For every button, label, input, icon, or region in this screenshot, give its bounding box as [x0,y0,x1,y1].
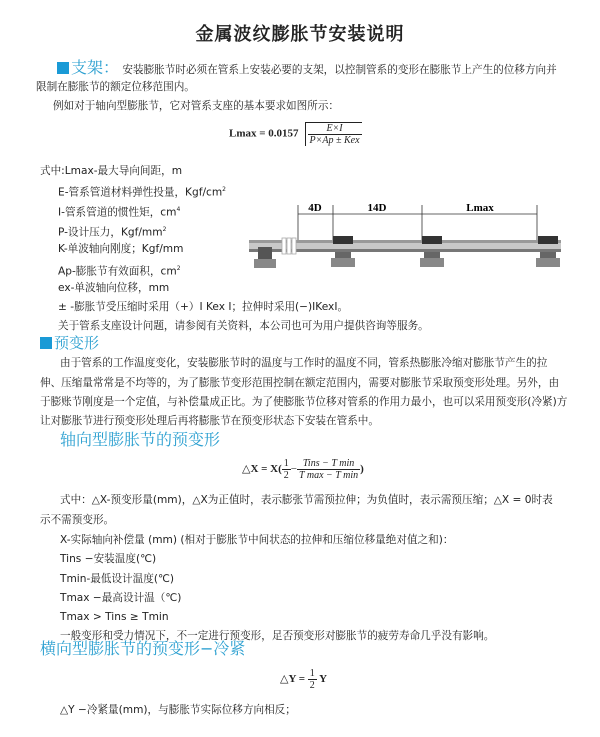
page-title: 金属波纹膨胀节安装说明 [195,24,405,45]
legend-line: ± -膨胀节受压缩时采用（+）I Kex I；拉伸时采用(−)IKexI。 [58,301,349,313]
support-heading: 支架： [57,58,119,77]
axial-text: Tins −安装温度(℃) [60,553,157,565]
legend-line: E-管系管道材料弹性投量，Kgf/$cm^2$ [58,186,226,199]
lateral-heading: 横向型膨胀节的预变形−冷紧 [40,639,246,658]
legend-line: ex-单波轴向位移，mm [58,282,170,294]
axial-text: Tmin-最低设计温度(℃) [60,573,174,585]
predeform-text: 伸、压缩量常常是不均等的，为了膨胀节变形范围控制在额定范围内，需要对膨胀节采取预变形处理。另外，由 [40,377,560,389]
predeform-text: 由于管系的工作温度变化，安装膨胀节时的温度与工作时的温度不同，管系热膨胀冷缩对膨胀节产生的拉 [60,357,548,369]
dim-label-lmax: Lmax [466,202,494,214]
legend-line: K-单波轴向刚度；Kgf/mm [58,243,184,255]
axial-text: X-实际轴向补偿量 (mm) (相对于膨胀节中间状态的拉伸和压缩位移量绝对值之和)： [60,534,454,546]
predeform-text: 于膨账节刚度是一个定值，与补偿量成正比。为了使膨胀节位移对管系的作用力最小，也可以采用预变形(冷紧)方 [40,396,568,408]
delta-y-formula: △Y = $\frac{1}{2}$ Y [280,668,328,691]
predeform-heading: 预变形 [40,334,99,352]
legend-line: Ap-膨胀节有效面积，$cm^2$ [58,265,181,278]
legend-line: I-管系管道的惯性矩，$cm^4$ [58,206,181,219]
axial-text: Tmax −最高设计温（℃) [60,592,182,604]
axial-heading: 轴向型膨胀节的预变形 [60,430,221,449]
lateral-text: △Y −冷紧量(mm)，与膨胀节实际位移方向相反； [60,704,296,716]
support-text-3: 例如对于轴向型膨胀节，它对管系支座的基本要求如图所示： [53,100,340,112]
dim-label-14d: 14D [367,202,387,214]
support-text-2: 限制在膨胀节的额定位移范围内。 [36,81,195,93]
axial-text: 一般变形和受力情况下，不一定进行预变形，足否预变形对膨胀节的疲劳寿命几乎没有影响。 [60,630,495,642]
support-text: 安装膨胀节时必须在管系上安装必要的支架，以控制管系的变形在膨胀节上产生的位移方向并 [122,64,557,76]
legend-line: P-设计压力，Kgf/$mm^2$ [58,226,167,239]
bellows [282,238,296,254]
lmax-formula: Lmax = 0.0157 $\frac{E\times I}{\text{P×Ap ± Kex}}$ [229,123,360,146]
axial-text: Tmax > Tins ≥ Tmin [60,611,169,623]
square-bullet-icon [40,337,52,349]
support-note: 关于管系支座设计问题，请参阅有关资料，本公司也可为用户提供咨询等服务。 [58,320,429,332]
dim-label-4d: 4D [308,202,322,214]
legend-line: 式中:Lmax-最大导向间距，m [40,165,183,177]
predeform-text: 让对膨胀节进行预变形处理后再将膨胀节在预变形状态下安装在管系中。 [40,415,379,427]
delta-x-formula: △X = X( $\frac{1}{2}$ − $\frac{\text{Tins − T min}}{\text{T max − T min}}$ ) [242,458,364,481]
axial-text: 式中：△X-预变形量(mm)，△X为正值时，表示膨张节需预拉伸；为负值时，表示需预压缩；△X = 0时表 [60,494,553,506]
axial-text: 示不需预变形。 [40,514,115,526]
